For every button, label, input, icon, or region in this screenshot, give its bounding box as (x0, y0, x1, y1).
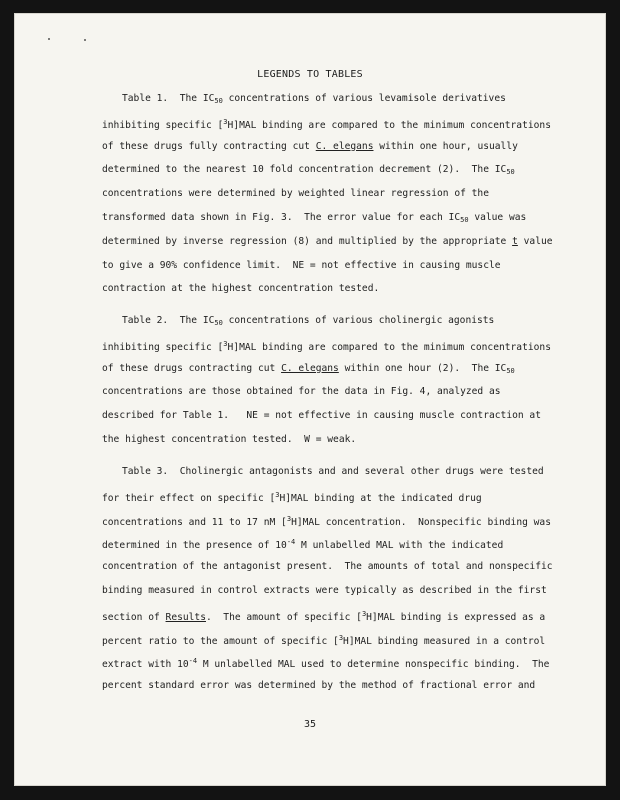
text-line: concentrations are those obtained for the data in Fig. 4, analyzed as (102, 386, 501, 398)
text-line: to give a 90% confidence limit. NE = not effective in causing muscle (102, 259, 501, 271)
page-heading: LEGENDS TO TABLES (257, 69, 363, 80)
text-line: determined by inverse regression (8) and multiplied by the appropriate t value (102, 235, 553, 247)
text-line: binding measured in control extracts were typically as described in the first (102, 584, 547, 596)
text-line: of these drugs contracting cut C. elegans within one hour (2). The $IC_{50}$ (102, 362, 515, 375)
text-line: the highest concentration tested. W = weak. (102, 433, 357, 445)
text-line: concentration of the antagonist present. The amounts of total and nonspecific (102, 561, 553, 573)
paper-speck (48, 38, 50, 40)
table-3-legend (102, 460, 572, 698)
text-line: inhibiting specific [$^3$H]MAL binding are compared to the minimum concentrations (102, 339, 551, 353)
text-line: concentrations were determined by weighted linear regression of the (102, 188, 489, 200)
text-line: for their effect on specific [$^3$H]MAL binding at the indicated drug (102, 490, 482, 504)
text-line: section of Results. The amount of specific [$^3$H]MAL binding is expressed as a (102, 609, 546, 623)
document-page (14, 13, 606, 786)
text-line: percent ratio to the amount of specific [$^3$H]MAL binding measured in a control (102, 633, 546, 647)
text-line: described for Table 1. NE = not effective in causing muscle contraction at (102, 410, 541, 422)
text-line: Table 1. The $IC_{50}$ concentrations of various levamisole derivatives (122, 93, 506, 105)
text-line: extract with $10^{-4}$ M unlabelled MAL used to determine nonspecific binding. The (102, 657, 550, 671)
text-line: inhibiting specific [$^3$H]MAL binding are compared to the minimum concentrations (102, 117, 551, 131)
text-line: concentrations and 11 to 17 nM [$^3$H]MAL concentration. Nonspecific binding was (102, 514, 551, 528)
text-line: percent standard error was determined by the method of fractional error and (102, 680, 536, 692)
text-line: of these drugs fully contracting cut C. elegans within one hour, usually (102, 140, 518, 152)
text-line: transformed data shown in Fig. 3. The error value for each $IC_{50}$ value was (102, 211, 527, 224)
table-2-legend (102, 309, 572, 452)
page-number: 35 (303, 719, 317, 730)
text-line: Table 2. The $IC_{50}$ concentrations of various cholinergic agonists (122, 315, 495, 327)
text-line: determined to the nearest 10 fold concentration decrement (2). The $IC_{50}$ (102, 164, 515, 177)
paper-speck (84, 39, 86, 41)
text-line: determined in the presence of $10^{-4}$ M unlabelled MAL with the indicated (102, 538, 504, 552)
text-line: contraction at the highest concentration tested. (102, 283, 380, 295)
text-line: Table 3. Cholinergic antagonists and and several other drugs were tested (122, 466, 544, 477)
table-1-legend (102, 87, 572, 301)
